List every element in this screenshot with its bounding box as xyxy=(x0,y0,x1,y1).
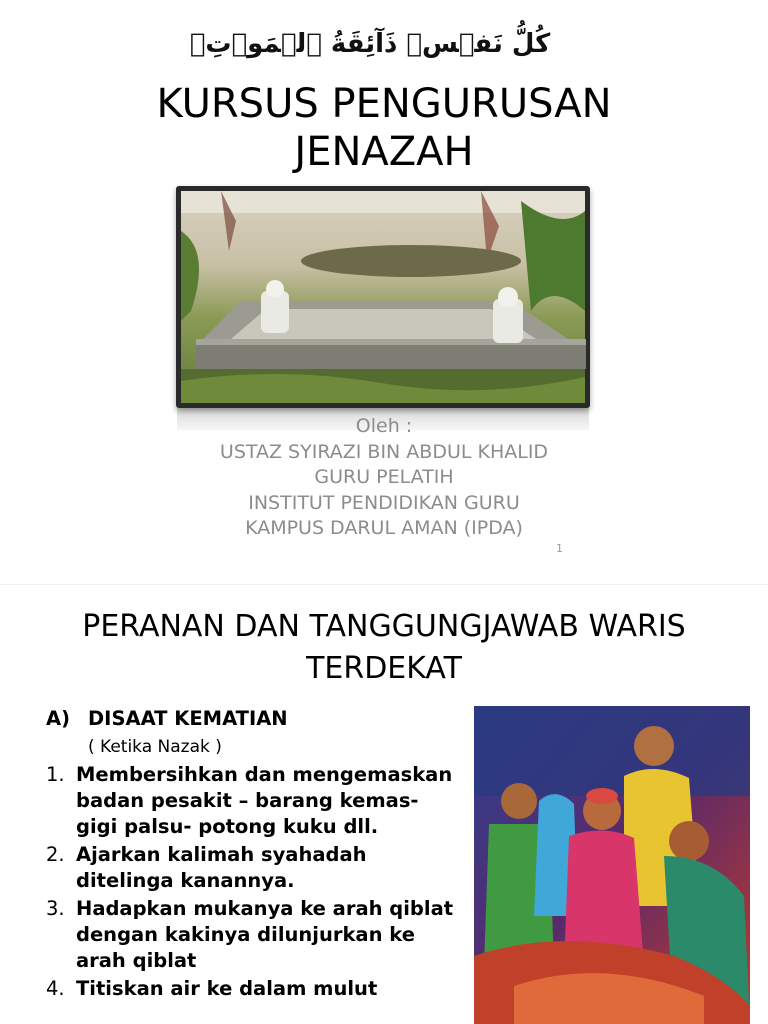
slide-title xyxy=(0,80,768,176)
section-label: A) xyxy=(46,707,71,730)
list-item xyxy=(46,896,456,974)
section-heading xyxy=(46,706,456,732)
section-subheading: ( Ketika Nazak ) xyxy=(88,737,222,757)
list-item xyxy=(46,976,456,1002)
grave-photo xyxy=(181,191,585,403)
item-number: 2. xyxy=(46,843,65,866)
credit-line: GURU PELATIH xyxy=(314,466,454,488)
credit-line: USTAZ SYIRAZI BIN ABDUL KHALID xyxy=(219,440,549,463)
slide-2-title-line-1: PERANAN DAN TANGGUNGJAWAB WARIS xyxy=(82,609,686,644)
item-number: 1. xyxy=(46,763,65,786)
item-text: Titiskan air ke dalam mulut xyxy=(76,977,378,1000)
slide-2-title-line-2: TERDEKAT xyxy=(306,651,462,686)
list-item xyxy=(46,842,456,894)
credit-line: KAMPUS DARUL AMAN (IPDA) xyxy=(245,517,523,539)
section-title: DISAAT KEMATIAN xyxy=(88,707,288,730)
item-text: Ajarkan kalimah syahadah ditelinga kanannya. xyxy=(76,843,367,892)
author-credit xyxy=(0,414,768,542)
credit-line: INSTITUT PENDIDIKAN GURU xyxy=(248,491,520,514)
slide-2-content xyxy=(46,706,456,1004)
slide-2-title xyxy=(20,606,748,690)
steps-list xyxy=(46,762,456,1002)
slide-title-line-2: JENAZAH xyxy=(294,129,474,175)
item-text: Hadapkan mukanya ke arah qiblat dengan kakinya dilunjurkan ke arah qiblat xyxy=(76,897,454,972)
slide-title-line-1: KURSUS PENGURUSAN xyxy=(156,81,612,127)
item-number: 3. xyxy=(46,897,65,920)
item-text: Membersihkan dan mengemaskan badan pesakit – barang kemas- gigi palsu- potong kuku dll. xyxy=(76,763,453,838)
page-number: 1 xyxy=(556,542,563,555)
credit-line: Oleh : xyxy=(355,415,413,437)
grave-photo-frame xyxy=(176,186,590,408)
item-number: 4. xyxy=(46,977,65,1000)
arabic-calligraphy xyxy=(189,14,551,66)
family-illustration xyxy=(474,706,750,1024)
arabic-verse: كُلُّ نَفۡسٖ ذَآئِقَةُ ٱلۡمَوۡتِۗ xyxy=(189,29,551,59)
list-item xyxy=(46,762,456,840)
